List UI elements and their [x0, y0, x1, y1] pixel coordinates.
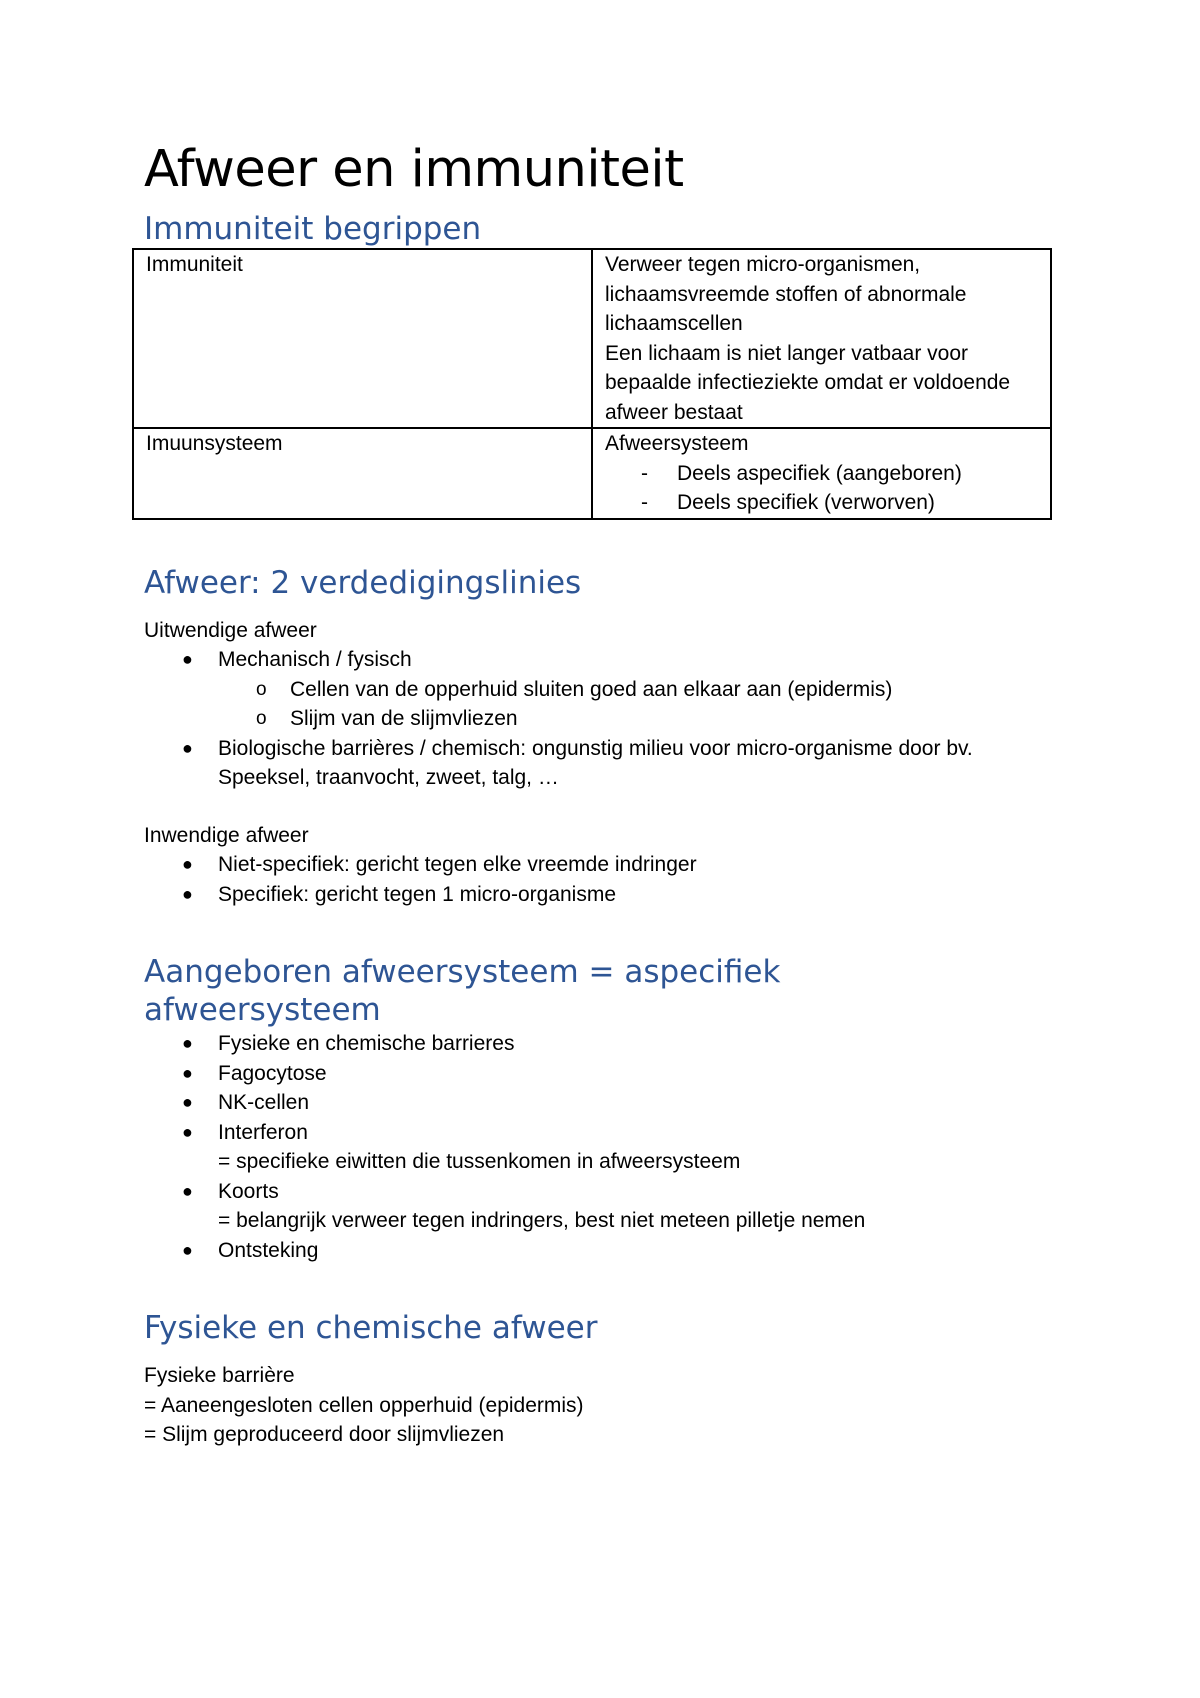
begrippen-table [132, 248, 1052, 520]
inwendig-label: Inwendige afweer [144, 823, 309, 847]
bullet-icon: ● [182, 737, 193, 758]
definition-line: Verweer tegen micro-organismen, [605, 253, 921, 276]
definition-line: lichaamscellen [605, 312, 743, 335]
table-row [133, 249, 1051, 428]
list-item: ● Koorts = belangrijk verweer tegen indringers, best niet meteen pilletje nemen [144, 1177, 1056, 1236]
sub-list [218, 675, 1056, 734]
bullet-icon: ● [182, 854, 193, 874]
list-item: ● Mechanisch / fysisch o Cellen van de opperhuid sluiten goed aan elkaar aan (epidermis) o Slijm van de slijmvliezen [144, 645, 1056, 734]
dash-icon: - [641, 491, 648, 514]
bullet-icon: ● [182, 649, 193, 669]
section-heading-fysiek: Fysieke en chemische afweer [144, 1310, 598, 1346]
term-cell [133, 249, 592, 428]
uitwendig-list [144, 645, 1056, 793]
bullet-icon: ● [182, 1239, 193, 1260]
list-item: - Deels specifiek (verworven) [605, 488, 1038, 518]
list-item: ● Fysieke en chemische barrieres [144, 1029, 1056, 1059]
definition-line: lichaamsvreemde stoffen of abnormale [605, 282, 967, 306]
bullet-icon: ● [182, 883, 193, 904]
fysiek-line: = Aaneengesloten cellen opperhuid (epidermis) [144, 1393, 584, 1417]
list-item: ● Specifiek: gericht tegen 1 micro-organisme [144, 880, 1056, 910]
document-title: Afweer en immuniteit [144, 140, 684, 199]
list-item: o Cellen van de opperhuid sluiten goed aan elkaar aan (epidermis) [144, 675, 1056, 705]
circle-bullet-icon: o [256, 708, 267, 729]
term-immuniteit: Immuniteit [146, 253, 243, 276]
list-item: ● Fagocytose [144, 1059, 1056, 1089]
dash-icon: - [641, 461, 648, 485]
circle-bullet-icon: o [256, 678, 267, 700]
definition-line: bepaalde infectieziekte omdat er voldoende [605, 371, 1011, 394]
definition-cell [592, 428, 1051, 519]
document-page [144, 140, 1056, 1450]
inwendig-list [144, 850, 1056, 909]
table-row [133, 428, 1051, 519]
definition-cell [592, 249, 1051, 428]
section-heading-verdediging: Afweer: 2 verdedigingslinies [144, 564, 582, 601]
dash-list [605, 459, 1038, 518]
list-item: ● NK-cellen [144, 1088, 1056, 1118]
term-imuunsysteem: Imuunsysteem [146, 432, 283, 455]
aangeboren-list [144, 1029, 1056, 1265]
section-heading-begrippen: Immuniteit begrippen [144, 211, 482, 247]
uitwendig-label: Uitwendige afweer [144, 618, 317, 642]
list-item: ● Biologische barrières / chemisch: ongunstig milieu voor micro-organisme door bv. Speeksel, traanvocht, zweet, talg, … [144, 734, 1056, 793]
list-item: ● Niet-specifiek: gericht tegen elke vreemde indringer [144, 850, 1056, 880]
list-item: ● Ontsteking [144, 1236, 1056, 1266]
bullet-icon: ● [182, 1092, 193, 1112]
list-item: o Slijm van de slijmvliezen [144, 704, 1056, 734]
term-cell [133, 428, 592, 519]
fysiek-label: Fysieke barrière [144, 1364, 295, 1387]
bullet-icon: ● [182, 1121, 193, 1142]
definition-line: afweer bestaat [605, 400, 743, 424]
bullet-icon: ● [182, 1062, 193, 1083]
bullet-icon: ● [182, 1180, 193, 1201]
list-item: ● Interferon = specifieke eiwitten die tussenkomen in afweersysteem [144, 1118, 1056, 1177]
definition-line: Afweersysteem [605, 432, 749, 455]
list-item: - Deels aspecifiek (aangeboren) [605, 459, 1038, 489]
bullet-icon: ● [182, 1033, 193, 1053]
fysiek-line: = Slijm geproduceerd door slijmvliezen [144, 1423, 505, 1446]
section-heading-aangeboren: Aangeboren afweersysteem = aspecifiek afweersysteem [144, 954, 781, 1028]
definition-line: Een lichaam is niet langer vatbaar voor [605, 341, 969, 365]
